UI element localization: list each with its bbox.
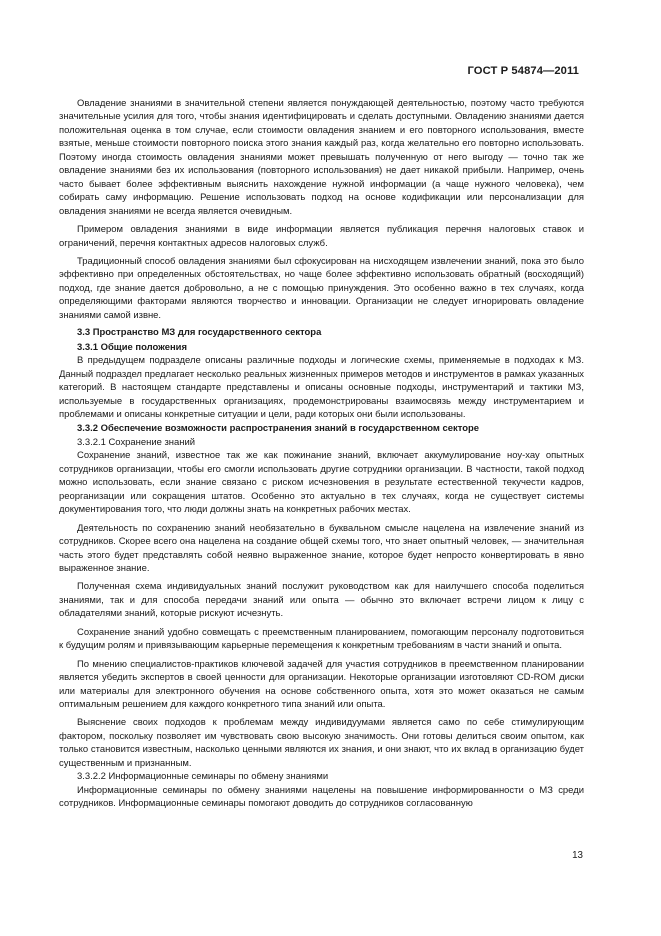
paragraph: По мнению специалистов-практиков ключевой задачей для участия сотрудников в преемственном планировании является убедить экспертов в своей ценности для организации. Некоторые организации изготовляют CD-ROM диски или материалы для электронного обучения на основе собственного опыта, хотя это может оказаться не самым оптимальным решением для каждого конкретного типа знаний или опыта. <box>59 658 584 711</box>
section-heading-3-3: 3.3 Пространство МЗ для государственного сектора <box>77 327 322 339</box>
paragraph: Традиционный способ овладения знаниями был сфокусирован на нисходящем извлечении знаний, пока это было эффективно при определенных обстоятельствах, но чаще более эффективно использовать обратный (восходящий) подход, где знание дается добровольно, а не с помощью принуждения. Это особенно важно в тех случаях, когда определяющими факторами являются творчество и инновации. Организации не следует игнорировать овладение знаниями самой извне. <box>59 255 584 321</box>
paragraph: Овладение знаниями в значительной степени является понуждающей деятельностью, поэтому часто требуются значительные усилия для того, чтобы знания идентифицировать и сделать доступными. Овладению знаниями дается положительная оценка в том случае, если стоимости овладения знанием и его повторного использования, вместе взятые, меньше стоимости повторного поиска этого знания каждый раз, когда желательно его повторно использовать. Поэтому иногда стоимость овладения знаниями может превышать полученную от него выгоду — точно так же овладение знаниями без их использования (повторного использования) не дает никакой прибыли. Например, очень часто бывает более эффективным выяснить нахождение нужной информации (а чаще нужного человека), чем собирать саму информацию. Решение использовать подход на основе кодификации или персонализации для овладения знаниями не всегда является очевидным. <box>59 98 584 217</box>
section-heading-3-3-2-1: 3.3.2.1 Сохранение знаний <box>77 436 196 448</box>
paragraph: Полученная схема индивидуальных знаний послужит руководством как для наилучшего способа поделиться знаниями, так и для способа передачи знаний или опыта — обычно это включает встречи лицом к лицу с обладателями знаний, которые рискуют исчезнуть. <box>59 581 584 620</box>
page-number: 13 <box>572 850 583 861</box>
paragraph: Примером овладения знаниями в виде информации является публикация перечня налоговых ставок и ограничений, перечня контактных адресов налоговых служб. <box>59 224 584 249</box>
paragraph: Деятельность по сохранению знаний необязательно в буквальном смысле нацелена на извлечение знаний из сотрудников. Скорее всего она нацелена на создание общей схемы того, что знает опытный человек, — значительная часть этого будет представлять собой неявно выраженное знание, которое будет непросто конвертировать в явно выраженное знание. <box>59 522 584 574</box>
paragraph: В предыдущем подразделе описаны различные подходы и логические схемы, применяемые в подходах к МЗ. Данный подраздел предлагает несколько реальных жизненных примеров методов и инструментов в рамках указанных категорий. В настоящем стандарте представлены и описаны основные подходы, инструментарий и тактики МЗ, используемые в государственных организациях, продемонстрированы взаимосвязь между инструментарием и проблемами и описаны конкретные ситуации и цели, ради которых они были использованы. <box>59 355 584 420</box>
section-heading-3-3-1: 3.3.1 Общие положения <box>77 341 187 353</box>
section-heading-3-3-2-2: 3.3.2.2 Информационные семинары по обмену знаниями <box>77 771 329 783</box>
paragraph: Выяснение своих подходов к проблемам между индивидуумами является само по себе стимулирующим фактором, поскольку позволяет им чувствовать свою высокую значимость. Они готовы делиться своим опытом, как только становится известным, насколько ценными являются их знания, и они знают, что их вклад в организацию будет существенным и признанным. <box>59 717 584 769</box>
document-id: ГОСТ Р 54874—2011 <box>467 65 579 77</box>
section-heading-3-3-2: 3.3.2 Обеспечение возможности распространения знаний в государственном секторе <box>77 423 480 435</box>
page-body <box>59 97 584 811</box>
paragraph: Сохранение знаний удобно совмещать с преемственным планированием, помогающим персоналу подготовиться к будущим ролям и привязывающим карьерные перемещения к конкретным требованиям в части знаний и опыта. <box>59 626 584 652</box>
paragraph: Сохранение знаний, известное так же как пожинание знаний, включает аккумулирование ноу-хау опытных сотрудников организации, чтобы его смогли использовать другие сотрудники организации. В частности, такой подход можно использовать, если знание связано с риском исчезновения в результате естественной текучести кадров, реорганизации или сокращения штатов. Особенно это актуально в тех случаях, когда не существует системы документирования того, что люди должны знать на конкретных рабочих местах. <box>59 450 584 516</box>
paragraph: Информационные семинары по обмену знаниями нацелены на повышение информированности о МЗ среди сотрудников. Информационные семинары помогают доводить до сотрудников согласованную <box>59 784 584 810</box>
